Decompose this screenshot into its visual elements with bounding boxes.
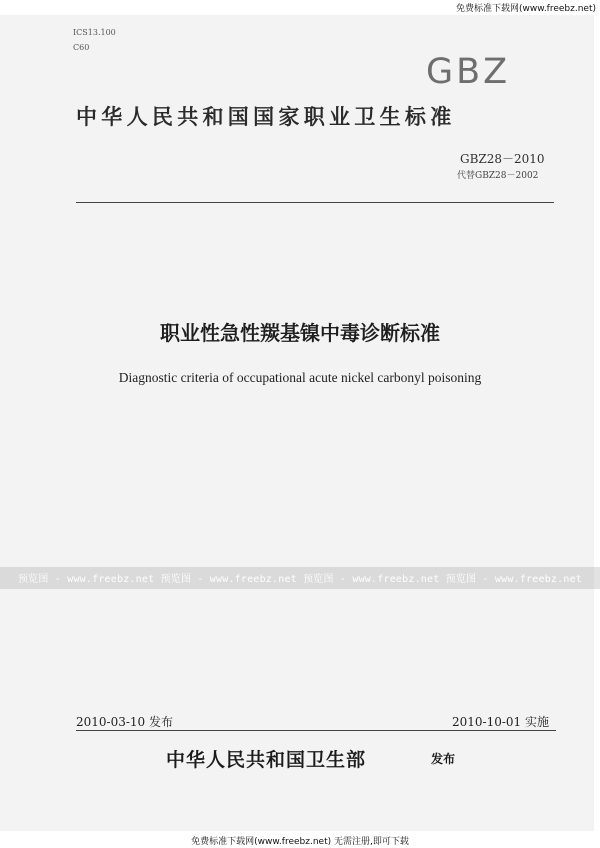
document-title-en: Diagnostic criteria of occupational acute nickel carbonyl poisoning (118, 370, 482, 385)
header-rule (76, 202, 554, 203)
issuer-issue-word: 发布 (431, 752, 456, 766)
replaces-note: 代替GBZ28－2002 (457, 171, 539, 181)
scanned-page (0, 15, 594, 831)
issue-date: 2010-03-10 发布 (76, 715, 174, 729)
series-title: 中华人民共和国国家职业卫生标准 (76, 105, 456, 129)
watermark-text: 预览图 - www.freebz.net 预览图 - www.freebz.net 预览图 - www.freebz.net 预览图 - www.freebz.net (17, 574, 583, 585)
implement-date: 2010-10-01 实施 (452, 715, 550, 729)
ics-code: ICS13.100 (73, 28, 116, 37)
ccs-code: C60 (73, 43, 90, 52)
standard-number: GBZ28－2010 (460, 152, 545, 166)
document-title-cn: 职业性急性羰基镍中毒诊断标准 (160, 321, 440, 345)
series-code: GBZ (426, 52, 511, 92)
issuer-name: 中华人民共和国卫生部 (166, 749, 367, 771)
site-notice-top: 免费标准下载网(www.freebz.net) (456, 4, 596, 14)
site-notice-bottom: 免费标准下载网(www.freebz.net) 无需注册,即可下载 (191, 837, 409, 847)
footer-rule (76, 730, 556, 731)
